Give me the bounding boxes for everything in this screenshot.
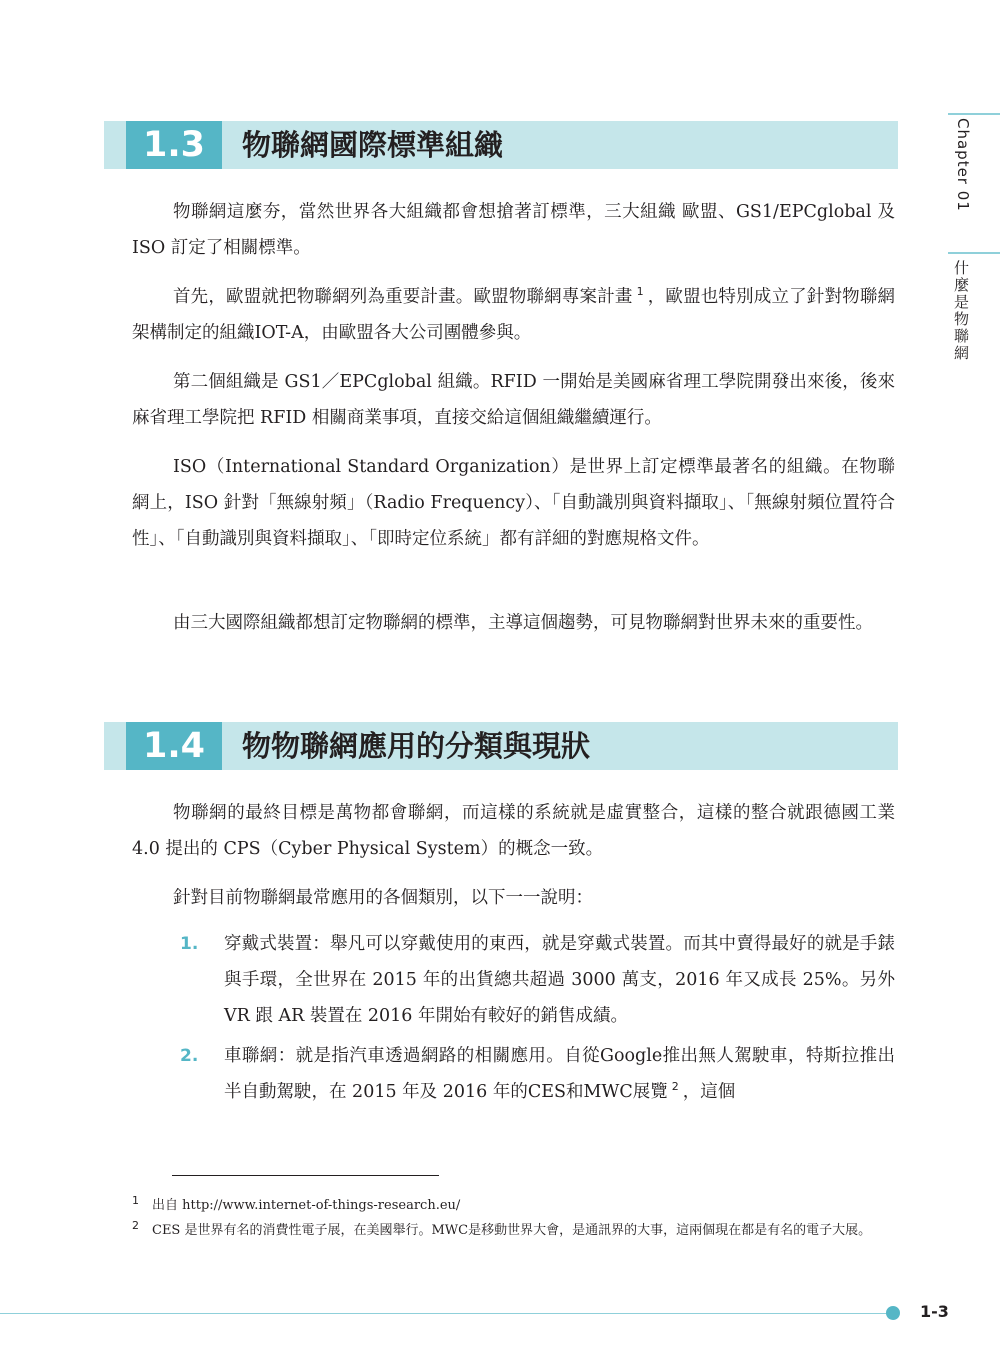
- paragraph: 首先，歐盟就把物聯網列為重要計畫。歐盟物聯網專案計畫 $^1$ ，歐盟也特別成立了針對物聯網架構制定的組織IOT-A，由歐盟各大公司團體參與。: [132, 285, 896, 343]
- paragraph: 第二個組織是 GS1／EPCglobal 組織。RFID 一開始是美國麻省理工學院開發出來後，後來麻省理工學院把 RFID 相關商業事項，直接交給這個組織繼續運行。: [132, 372, 895, 428]
- footnote-mark: 2: [132, 1219, 139, 1232]
- chapter-label: Chapter 01: [954, 118, 972, 212]
- side-divider-top: [948, 113, 1000, 115]
- paragraph: 針對目前物聯網最常應用的各個類別，以下一一說明：: [173, 888, 593, 908]
- list-number: 1.: [180, 934, 199, 954]
- section-number: 1.4: [126, 722, 222, 770]
- section-number: 1.3: [126, 121, 222, 169]
- section-header-1-3: [104, 121, 898, 169]
- paragraph: 由三大國際組織都想訂定物聯網的標準，主導這個趨勢，可見物聯網對世界未來的重要性。: [173, 613, 873, 633]
- page-number: 1-3: [920, 1302, 949, 1321]
- bullet-dot-icon: [886, 1306, 900, 1320]
- paragraph: 物聯網的最終目標是萬物都會聯網，而這樣的系統就是虛實整合，這樣的整合就跟德國工業 4.0 提出的 CPS（Cyber Physical System）的概念一致。: [132, 803, 895, 859]
- section-title: 物物聯網應用的分類與現狀: [242, 729, 591, 763]
- footnote-ref: 2: [671, 1080, 679, 1093]
- list-text: 穿戴式裝置：舉凡可以穿戴使用的東西，就是穿戴式裝置。而其中賣得最好的就是手錶與手環，全世界在 2015 年的出貨總共超過 3000 萬支，2016 年又成長 25%。另外 VR 跟 AR 裝置在 2016 年開始有較好的銷售成績。: [224, 934, 895, 1026]
- footnote-ref: 1: [636, 285, 644, 298]
- footnote-mark: 1: [132, 1194, 139, 1207]
- footnote-divider: [172, 1175, 439, 1176]
- paragraph: 物聯網這麼夯，當然世界各大組織都會想搶著訂標準，三大組織 歐盟、GS1/EPCglobal 及 ISO 訂定了相關標準。: [132, 202, 895, 258]
- section-header-1-4: [104, 722, 898, 770]
- paragraph: ISO（International Standard Organization）是世界上訂定標準最著名的組織。在物聯網上，ISO 針對「無線射頻」（Radio Frequency）、「自動識別與資料擷取」、「無線射頻位置符合性」、「自動識別與資料擷取」、「即時定位系統」都有詳細的對應規格文件。: [132, 457, 895, 549]
- footnote-text: 出自 http://www.internet-of-things-research.eu/: [152, 1198, 461, 1213]
- section-title: 物聯網國際標準組織: [242, 128, 504, 162]
- side-divider-middle: [948, 252, 1000, 254]
- footnote-text: CES 是世界有名的消費性電子展，在美國舉行。MWC是移動世界大會，是通訊界的大事，這兩個現在都是有名的電子大展。: [152, 1223, 872, 1238]
- list-text: 車聯網：就是指汽車透過網路的相關應用。自從Google推出無人駕駛車，特斯拉推出半自動駕駛，在 2015 年及 2016 年的CES和MWC展覽 $^2$ ，這個: [224, 1046, 895, 1102]
- chapter-title: 什麼是物聯網: [952, 260, 970, 362]
- list-number: 2.: [180, 1046, 199, 1066]
- bottom-rule: [0, 1313, 893, 1314]
